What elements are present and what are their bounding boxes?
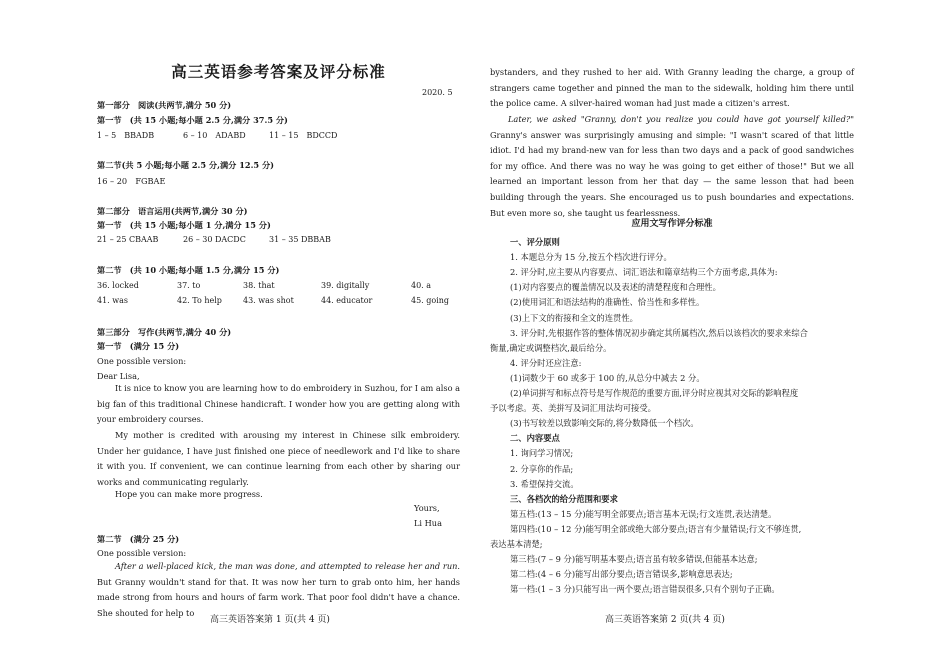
rubric-line: 2. 评分时,应主要从内容要点、词汇语法和篇章结构三个方面考虑,具体为: (510, 267, 778, 278)
part1-heading: 第一部分 阅读(共两节,满分 50 分) (97, 100, 232, 110)
rubric-line: 衡量,确定或调整档次,最后给分。 (490, 342, 612, 353)
rubric-line: 二、内容要点 (510, 433, 560, 444)
rubric-line: (1)对内容要点的覆盖情况以及表述的清楚程度和合理性。 (510, 282, 721, 293)
answer-item: 36. locked (97, 281, 139, 290)
part2-sec1-heading: 第一节 (共 15 小题;每小题 1 分,满分 15 分) (97, 220, 271, 230)
answer-item: 40. a (411, 281, 432, 290)
rubric-line: 1. 询问学习情况; (510, 448, 574, 459)
answer-item: 41. was (97, 296, 128, 305)
story-p1-text: But Granny wouldn't stand for that. It was now her turn to grab onto him, her hands made strong from hours and hours of farm work. That poor fool didn't have a chance. She shouted for help to (97, 576, 460, 618)
answer-item: 38. that (243, 281, 275, 290)
possible-version-label-2: One possible version: (97, 548, 187, 558)
story-p2-quote: Later, we asked "Granny, don't you realize you could have got yourself killed?" (508, 114, 854, 124)
answer-item: 45. going (411, 296, 450, 305)
rubric-line: (2)使用词汇和语法结构的准确性、恰当性和多样性。 (510, 297, 705, 308)
part3-sec1-heading: 第一节 (满分 15 分) (97, 341, 180, 351)
letter-signature: Li Hua (414, 518, 442, 528)
letter-paragraph-1: It is nice to know you are learning how to do embroidery in Suzhou, for I am also a big fan of this traditional Chinese handicraft. I wonder how you are getting along with your embroidery courses. (97, 383, 461, 425)
part1-sec2-answers: 16 – 20 FGBAE (97, 176, 166, 186)
rubric-line: 3. 评分时,先根据作答的整体情况初步确定其所属档次,然后以该档次的要求来综合 (510, 327, 808, 338)
answer-group: 21 – 25 CBAAB (97, 235, 159, 244)
part2-heading: 第二部分 语言运用(共两节,满分 30 分) (97, 206, 248, 216)
rubric-line: (1)词数少于 60 或多于 100 的,从总分中减去 2 分。 (510, 372, 705, 383)
story-paragraph-1-continued: bystanders, and they rushed to her aid. With Granny leading the charge, a group of strangers came together and pinned the man to the sidewalk, holding him there until the police came. A silver-haired woman had just made a citizen's arrest. (490, 67, 854, 109)
rubric-line: (2)单词拼写和标点符号是写作规范的重要方面,评分时应视其对交际的影响程度 (510, 388, 799, 398)
rubric-line: 三、各档次的给分范围和要求 (510, 493, 618, 504)
rubric-line: (3)书写较差以致影响交际的,将分数降低一个档次。 (510, 418, 699, 429)
part1-sec1-heading: 第一节 (共 15 小题;每小题 2.5 分,满分 37.5 分) (97, 115, 288, 125)
rubric-line: 3. 希望保持交流。 (510, 478, 579, 489)
story-intro: After a well-placed kick, the man was done, and attempted to release her and run. (115, 561, 460, 571)
rubric-line: 予以考虑。英、美拼写及词汇用法均可接受。 (490, 403, 656, 414)
rubric-line: 第五档:(13 – 15 分)能写明全部要点;语言基本无误;行文连贯,表达清楚。 (510, 508, 777, 519)
answer-item: 39. digitally (321, 281, 370, 290)
rubric-line: 第二档:(4 – 6 分)能写出部分要点;语言错误多,影响意思表达; (510, 569, 733, 580)
part2-sec2-heading: 第二节 (共 10 小题;每小题 1.5 分,满分 15 分) (97, 265, 280, 275)
rubric-line: 1. 本题总分为 15 分,按五个档次进行评分。 (510, 252, 672, 263)
rubric-line: 第四档:(10 – 12 分)能写明全部或绝大部分要点;语言有少量错误;行文不够连贯, (510, 523, 802, 534)
answer-item: 37. to (177, 281, 201, 290)
part1-sec2-heading: 第二节(共 5 小题;每小题 2.5 分,满分 12.5 分) (97, 160, 275, 170)
letter-closing: Yours, (414, 503, 440, 513)
answer-item: 44. educator (321, 296, 373, 305)
rubric-line: 4. 评分时还应注意: (510, 357, 582, 368)
footer-right: 高三英语答案第 2 页(共 4 页) (605, 615, 725, 625)
part3-heading: 第三部分 写作(共两节,满分 40 分) (97, 327, 232, 337)
footer-left: 高三英语答案第 1 页(共 4 页) (210, 615, 330, 625)
rubric-title: 应用文写作评分标准 (631, 219, 713, 229)
exam-date: 2020. 5 (422, 88, 453, 97)
page-title: 高三英语参考答案及评分标准 (171, 62, 386, 81)
answer-item: 42. To help (177, 296, 222, 305)
rubric-line: 第一档:(1 – 3 分)只能写出一两个要点;语言错误很多,只有个别句子正确。 (510, 584, 780, 595)
answer-group: 26 – 30 DACDC (183, 235, 246, 244)
answer-group: 6 – 10 ADABD (183, 131, 246, 140)
answer-group: 31 – 35 DBBAB (269, 235, 331, 244)
answer-group: 1 – 5 BBADB (97, 131, 155, 140)
letter-paragraph-3: Hope you can make more progress. (115, 489, 263, 499)
possible-version-label: One possible version: (97, 356, 187, 366)
answer-group: 11 – 15 BDCCD (269, 131, 338, 140)
rubric-line: 2. 分享你的作品; (510, 463, 574, 474)
story-paragraph-2 (490, 112, 854, 221)
answer-item: 43. was shot (243, 296, 294, 305)
story-p2-text: Granny's answer was surprisingly amusing and simple: "I wasn't scared of that little idiot. I'd had my brand-new van for less than two days and a pack of good sandwiches for my office. And there was no way he was going to get either of those!" But we all learned an important lesson from her that day — the same lesson that had been building through the years. She encouraged us to push boundaries and expectations. But even more so, she taught us fearlessness. (490, 129, 854, 218)
letter-greeting: Dear Lisa, (97, 371, 140, 381)
rubric-line: 一、评分原则 (510, 237, 560, 247)
letter-paragraph-2: My mother is credited with arousing my interest in Chinese silk embroidery. Under her guidance, I have just finished one piece of needlework and I'd like to share it with you. If convenient, we can continue learning from each other by sharing our works and communicating regularly. (97, 430, 460, 487)
rubric-line: (3)上下文的衔接和全文的连贯性。 (510, 312, 638, 323)
rubric-line: 表达基本清楚; (490, 539, 543, 549)
part3-sec2-heading: 第二节 (满分 25 分) (97, 534, 180, 544)
rubric-line: 第三档:(7 – 9 分)能写明基本要点;语言虽有较多错误,但能基本达意; (510, 554, 758, 565)
